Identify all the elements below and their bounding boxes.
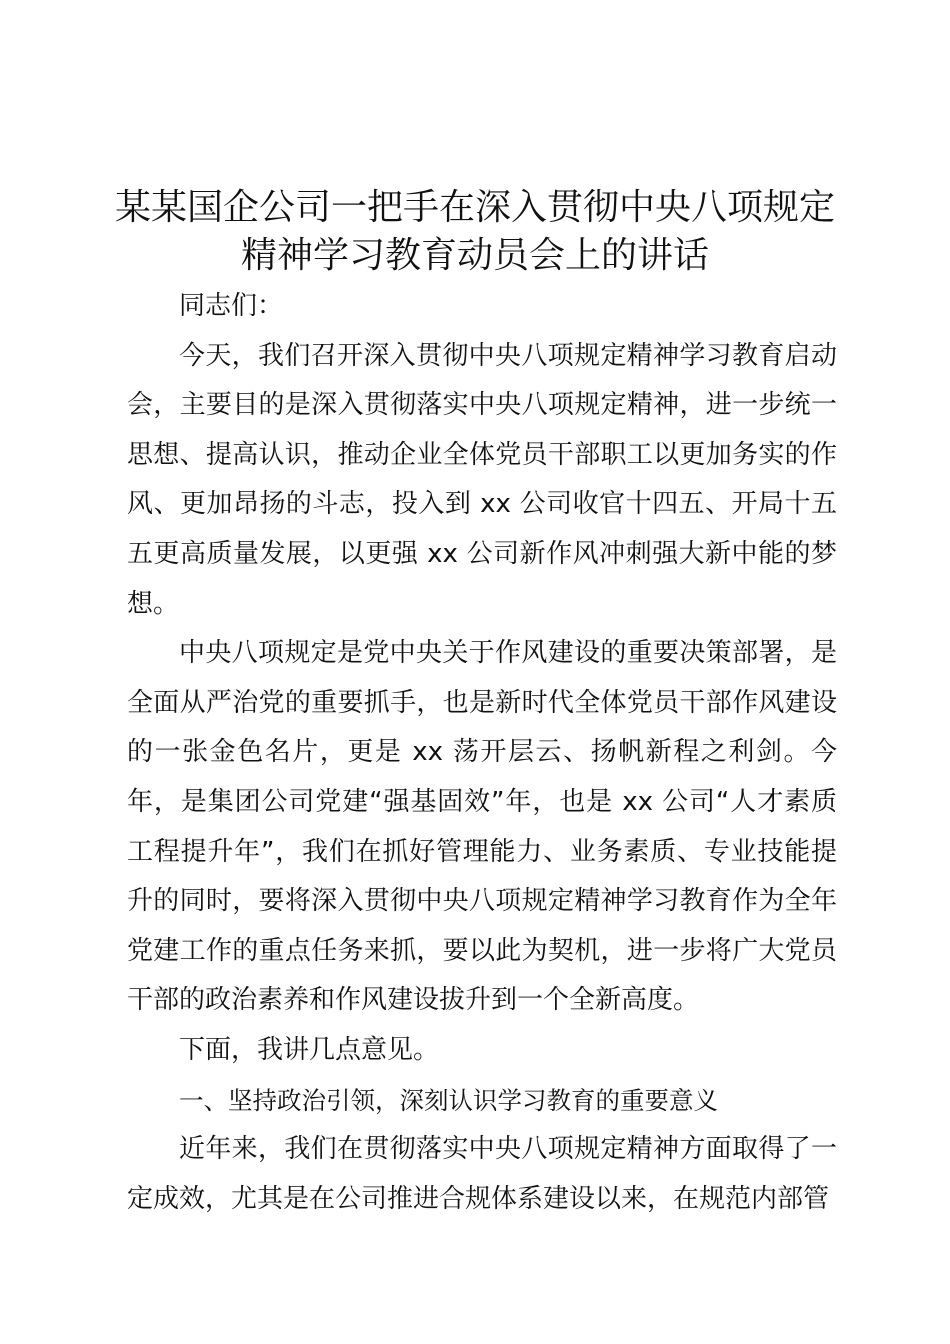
- document-body: [127, 282, 837, 1224]
- document-title-line-2: 精神学习教育动员会上的讲话: [240, 235, 709, 276]
- salutation: 同志们：: [179, 291, 284, 321]
- paragraph-opening: 今天，我们召开深入贯彻中央八项规定精神学习教育启动会，主要目的是深入贯彻落实中央八项规定精神，进一步统一思想、提高认识，推动企业全体党员干部职工以更加务实的作风、更加昂扬的斗志，投入到 xx 公司收官十四五、开局十五五更高质量发展，以更强 xx 公司新作风冲刺强大新中能的梦想。: [127, 340, 837, 619]
- document-title-line-1: 某某国企公司一把手在深入贯彻中央八项规定: [114, 187, 835, 228]
- paragraph-transition: 下面，我讲几点意见。: [179, 1034, 440, 1065]
- section-1-paragraph: 近年来，我们在贯彻落实中央八项规定精神方面取得了一定成效，尤其是在公司推进合规体系建设以来，在规范内部管: [127, 1134, 837, 1214]
- paragraph-eight-rules: 中央八项规定是党中央关于作风建设的重要决策部署，是全面从严治党的重要抓手，也是新时代全体党员干部作风建设的一张金色名片，更是 xx 荡开层云、扬帆新程之利剑。今年，是集团公司党建“强基固效”年，也是 xx 公司“人才素质工程提升年”，我们在抓好管理能力、业务素质、专业技能提升的同时，要将深入贯彻中央八项规定精神学习教育作为全年党建工作的重点任务来抓，要以此为契机，进一步将广大党员干部的政治素养和作风建设拔升到一个全新高度。: [127, 638, 837, 1016]
- section-heading-1: 一、坚持政治引领，深刻认识学习教育的重要意义: [179, 1085, 718, 1115]
